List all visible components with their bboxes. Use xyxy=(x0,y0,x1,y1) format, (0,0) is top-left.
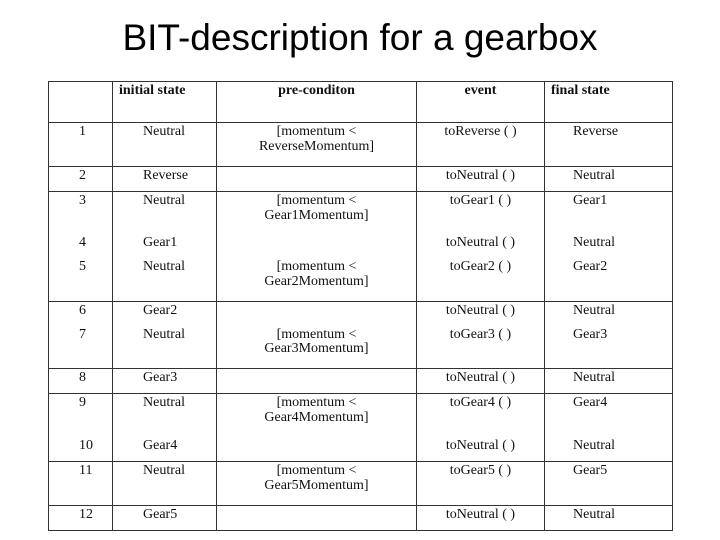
header-number xyxy=(49,82,113,123)
final-state-cell: Gear3 xyxy=(545,326,673,369)
final-state-cell: Reverse xyxy=(545,123,673,167)
initial-state-cell: Neutral xyxy=(113,462,217,506)
row-number: 6 xyxy=(49,301,113,325)
bit-table xyxy=(48,81,673,531)
table-row xyxy=(49,123,673,167)
header-final-state: final state xyxy=(545,82,673,123)
event-cell: toGear5 ( ) xyxy=(417,462,545,506)
row-number: 9 xyxy=(49,394,113,437)
table-row xyxy=(49,301,673,325)
pre-condition-cell: [momentum < ReverseMomentum] xyxy=(217,123,417,167)
event-cell: toNeutral ( ) xyxy=(417,166,545,191)
initial-state-cell: Gear3 xyxy=(113,369,217,394)
initial-state-cell: Neutral xyxy=(113,394,217,437)
initial-state-cell: Reverse xyxy=(113,166,217,191)
table-row xyxy=(49,234,673,258)
initial-state-cell: Neutral xyxy=(113,326,217,369)
pre-condition-cell: [momentum < Gear3Momentum] xyxy=(217,326,417,369)
row-number: 5 xyxy=(49,258,113,301)
table-row xyxy=(49,191,673,234)
event-cell: toGear4 ( ) xyxy=(417,394,545,437)
final-state-cell: Gear2 xyxy=(545,258,673,301)
row-number: 2 xyxy=(49,166,113,191)
pre-condition-cell: [momentum < Gear1Momentum] xyxy=(217,191,417,234)
pre-condition-cell xyxy=(217,234,417,258)
event-cell: toNeutral ( ) xyxy=(417,505,545,530)
row-number: 8 xyxy=(49,369,113,394)
slide-title: BIT-description for a gearbox xyxy=(122,17,598,58)
final-state-cell: Neutral xyxy=(545,166,673,191)
pre-condition-cell: [momentum < Gear2Momentum] xyxy=(217,258,417,301)
header-pre-condition: pre-conditon xyxy=(217,82,417,123)
final-state-cell: Gear4 xyxy=(545,394,673,437)
table-row xyxy=(49,166,673,191)
final-state-cell: Neutral xyxy=(545,437,673,461)
row-number: 4 xyxy=(49,234,113,258)
table-row xyxy=(49,505,673,530)
pre-condition-cell xyxy=(217,437,417,461)
initial-state-cell: Gear2 xyxy=(113,301,217,325)
table-row xyxy=(49,369,673,394)
pre-condition-cell xyxy=(217,301,417,325)
table-row xyxy=(49,258,673,301)
table-row xyxy=(49,326,673,369)
initial-state-cell: Gear4 xyxy=(113,437,217,461)
pre-condition-cell xyxy=(217,369,417,394)
initial-state-cell: Neutral xyxy=(113,123,217,167)
header-event: event xyxy=(417,82,545,123)
pre-condition-cell xyxy=(217,166,417,191)
row-number: 3 xyxy=(49,191,113,234)
final-state-cell: Gear1 xyxy=(545,191,673,234)
bit-table-container xyxy=(48,81,672,531)
event-cell: toNeutral ( ) xyxy=(417,234,545,258)
event-cell: toGear2 ( ) xyxy=(417,258,545,301)
final-state-cell: Neutral xyxy=(545,369,673,394)
final-state-cell: Gear5 xyxy=(545,462,673,506)
pre-condition-cell xyxy=(217,505,417,530)
initial-state-cell: Neutral xyxy=(113,258,217,301)
event-cell: toGear3 ( ) xyxy=(417,326,545,369)
event-cell: toNeutral ( ) xyxy=(417,301,545,325)
table-row xyxy=(49,462,673,506)
row-number: 1 xyxy=(49,123,113,167)
pre-condition-cell: [momentum < Gear5Momentum] xyxy=(217,462,417,506)
header-initial-state: initial state xyxy=(113,82,217,123)
row-number: 10 xyxy=(49,437,113,461)
table-row xyxy=(49,394,673,437)
row-number: 12 xyxy=(49,505,113,530)
event-cell: toNeutral ( ) xyxy=(417,437,545,461)
initial-state-cell: Gear5 xyxy=(113,505,217,530)
row-number: 7 xyxy=(49,326,113,369)
initial-state-cell: Gear1 xyxy=(113,234,217,258)
event-cell: toNeutral ( ) xyxy=(417,369,545,394)
table-header-row xyxy=(49,82,673,123)
table-row xyxy=(49,437,673,461)
row-number: 11 xyxy=(49,462,113,506)
final-state-cell: Neutral xyxy=(545,301,673,325)
final-state-cell: Neutral xyxy=(545,234,673,258)
final-state-cell: Neutral xyxy=(545,505,673,530)
event-cell: toGear1 ( ) xyxy=(417,191,545,234)
initial-state-cell: Neutral xyxy=(113,191,217,234)
event-cell: toReverse ( ) xyxy=(417,123,545,167)
pre-condition-cell: [momentum < Gear4Momentum] xyxy=(217,394,417,437)
